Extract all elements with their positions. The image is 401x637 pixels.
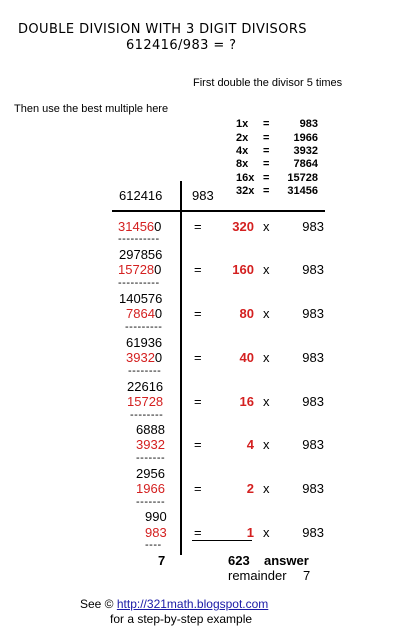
multiple-eq: = [263,118,270,130]
page-subtitle-equation: 612416/983 = ? [126,38,237,53]
partial-quotient: 2 [246,481,254,496]
equals-sign: = [194,437,202,452]
partial-quotient: 320 [232,219,254,234]
multiple-value: 31456 [287,185,318,197]
divisor-repeat: 983 [302,219,324,234]
partial-quotient: 1 [246,525,254,540]
multiple-eq: = [263,172,270,184]
answer-label: answer [264,553,309,568]
remainder-value: 7 [303,568,311,583]
subtrahend [126,350,162,365]
partial-quotient: 40 [239,350,254,365]
subtrahend-multiple: 31456 [118,219,155,234]
separator-dashes: ------- [136,496,166,508]
divisor-repeat: 983 [302,262,324,277]
note-double-divisor: First double the divisor 5 times [193,77,343,89]
times-sign: x [263,350,270,365]
blog-link[interactable]: http://321math.blogspot.com [116,597,269,611]
separator-dashes: ------- [136,452,166,464]
subtrahend [118,219,161,234]
partial-quotient: 80 [239,306,254,321]
subtrahend-multiple: 983 [145,525,167,540]
multiple-eq: = [263,145,270,157]
subtrahend-zero: 0 [154,350,163,365]
subtrahend-multiple: 15728 [118,262,155,277]
current-dividend: 140576 [119,291,163,306]
subtrahend-zero: 0 [154,262,162,277]
separator-dashes: -------- [130,409,164,421]
final-remainder: 7 [158,553,166,568]
multiple-eq: = [263,185,270,197]
multiple-value: 3932 [293,145,318,157]
subtrahend-multiple: 3932 [136,437,165,452]
divisor: 983 [192,188,214,203]
times-sign: x [263,437,270,452]
separator-dashes: ---------- [118,277,160,289]
partial-quotient: 160 [232,262,254,277]
divisor-repeat: 983 [302,525,324,540]
subtrahend-multiple: 7864 [126,306,155,321]
divisor-repeat: 983 [302,481,324,496]
subtrahend-zero: 0 [154,219,162,234]
multiple-value: 7864 [293,158,318,170]
dividend: 612416 [119,188,163,203]
remainder-label: remainder [228,568,287,583]
multiple-value: 15728 [287,172,318,184]
multiple-label: 4x [236,145,249,157]
equals-sign: = [194,306,202,321]
times-sign: x [263,219,270,234]
subtrahend [136,481,165,496]
subtrahend [126,306,162,321]
quotient-underline [192,540,252,541]
subtrahend-multiple: 15728 [127,394,164,409]
divisor-repeat: 983 [302,306,324,321]
multiple-eq: = [263,158,270,170]
subtrahend [136,437,165,452]
answer-value: 623 [228,553,250,568]
times-sign: x [263,525,270,540]
multiple-label: 16x [236,172,255,184]
footer-see-text: See © [80,597,114,611]
current-dividend: 6888 [136,422,165,437]
footer-step: for a step-by-step example [110,612,253,626]
equals-sign: = [194,262,202,277]
partial-quotient: 16 [239,394,254,409]
equals-sign: = [194,525,202,540]
multiple-value: 983 [299,118,318,130]
partial-quotient: 4 [246,437,254,452]
divisor-repeat: 983 [302,350,324,365]
times-sign: x [263,394,270,409]
separator-dashes: ---------- [118,233,160,245]
note-use-multiple: Then use the best multiple here [14,103,169,115]
division-horizontal-line [112,210,325,212]
current-dividend: 297856 [119,247,163,262]
divisor-repeat: 983 [302,394,324,409]
current-dividend: 22616 [127,379,164,394]
equals-sign: = [194,219,202,234]
times-sign: x [263,262,270,277]
subtrahend [118,262,161,277]
multiple-label: 1x [236,118,249,130]
subtrahend-zero: 0 [154,306,163,321]
subtrahend [145,525,167,540]
equals-sign: = [194,394,202,409]
separator-dashes: ---- [145,539,162,551]
current-dividend: 61936 [126,335,163,350]
subtrahend-multiple: 3932 [126,350,155,365]
division-vertical-line [180,181,182,555]
times-sign: x [263,306,270,321]
subtrahend-multiple: 1966 [136,481,165,496]
multiple-eq: = [263,132,270,144]
subtrahend [127,394,163,409]
separator-dashes: -------- [128,365,162,377]
separator-dashes: --------- [125,321,163,333]
multiple-value: 1966 [293,132,318,144]
divisor-repeat: 983 [302,437,324,452]
equals-sign: = [194,481,202,496]
footer-see [80,597,268,611]
equals-sign: = [194,350,202,365]
multiple-label: 2x [236,132,249,144]
multiple-label: 8x [236,158,249,170]
current-dividend: 2956 [136,466,165,481]
multiple-label: 32x [236,185,255,197]
times-sign: x [263,481,270,496]
page-title: DOUBLE DIVISION WITH 3 DIGIT DIVISORS [18,22,307,37]
current-dividend: 990 [145,509,167,524]
